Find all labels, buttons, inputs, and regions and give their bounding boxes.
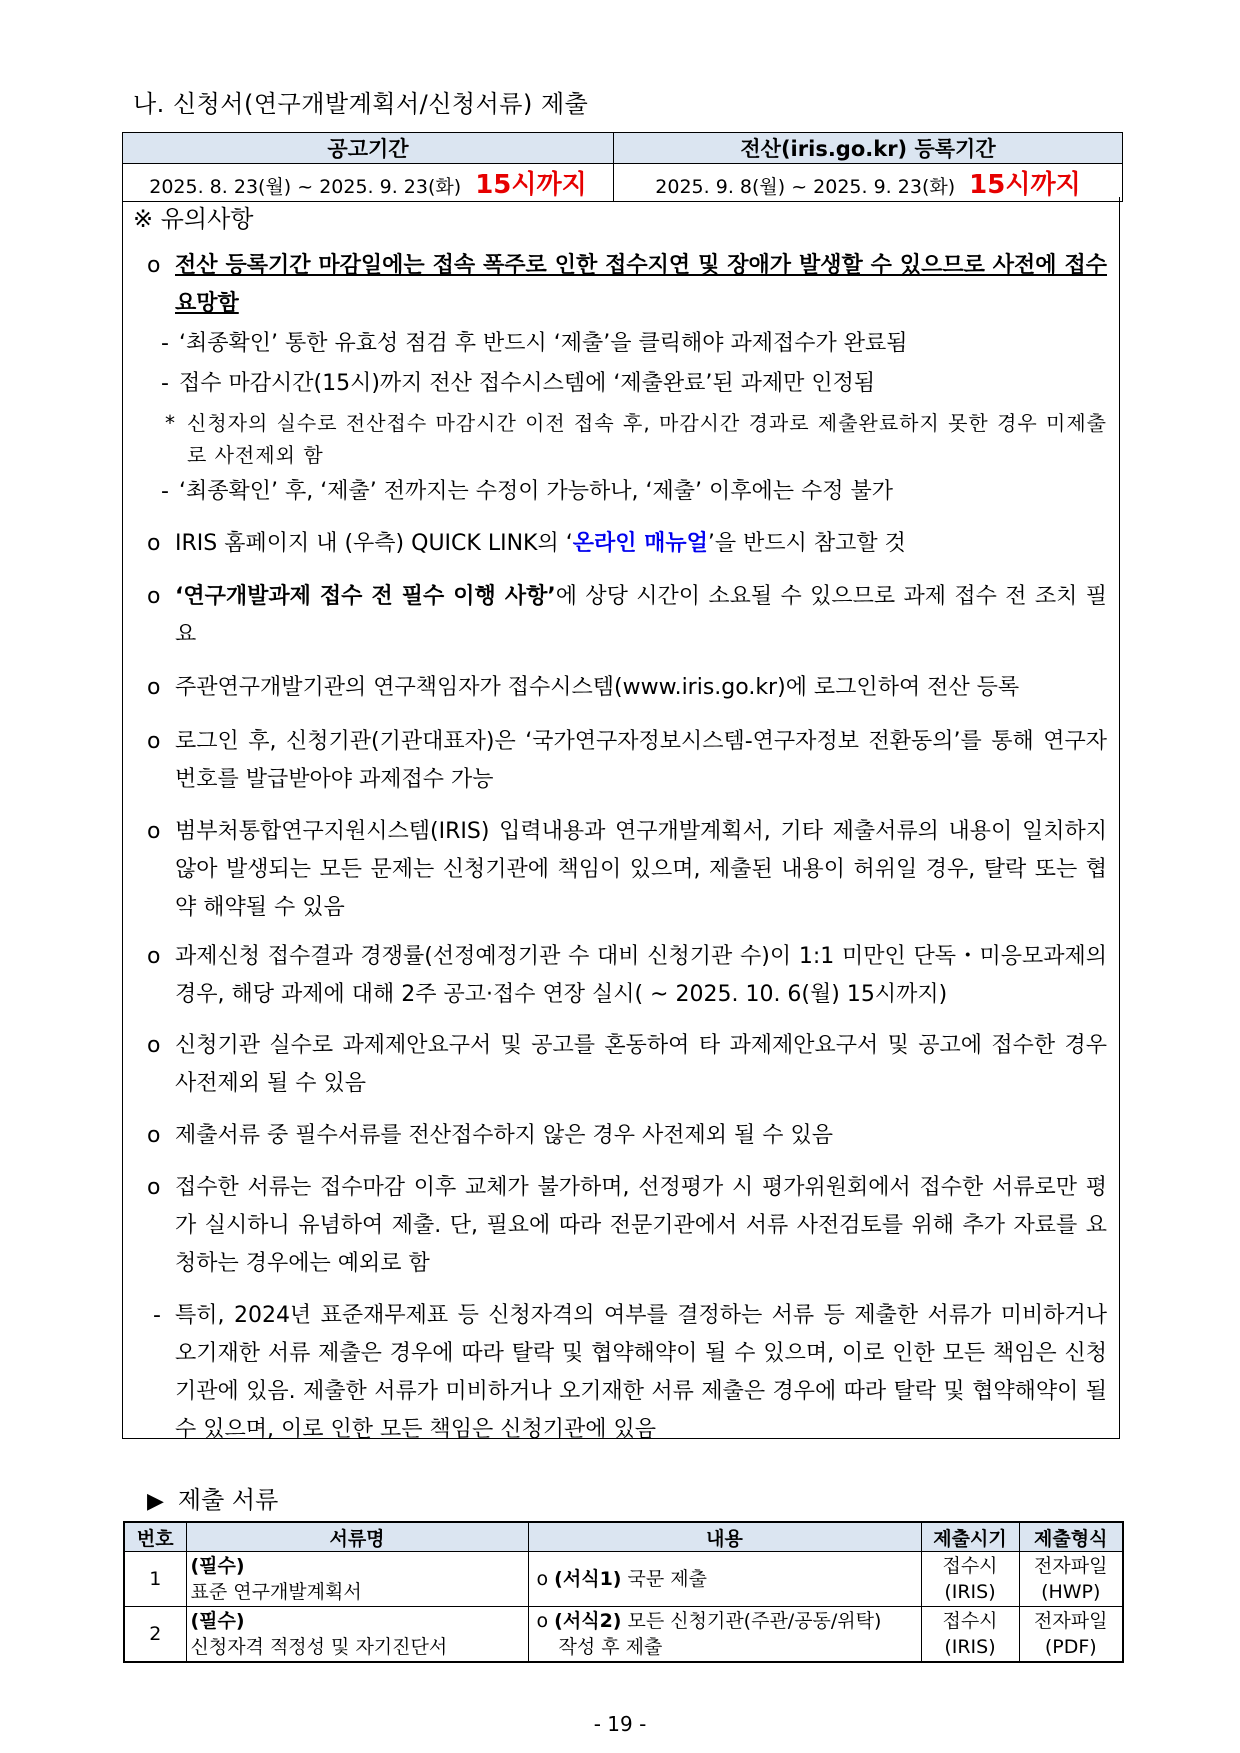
row-number: 2 [124,1607,186,1663]
bullet-o: o [147,1123,161,1148]
bullet-o: o [147,584,161,609]
notes-box [122,197,1120,1442]
doc-name-cell: (필수) 신청자격 적정성 및 자기진단서 [186,1607,528,1663]
registration-period: 2025. 9. 8(월) ~ 2025. 9. 23(화) [655,176,956,198]
row-number: 1 [124,1552,186,1607]
note-item-connection-delay: o 전산 등록기간 마감일에는 접속 폭주로 인한 접수지연 및 장애가 발생할 수 있으므로 사전에 접수 요망함 [147,247,1107,323]
doc-name-cell: (필수) 표준 연구개발계획서 [186,1552,528,1607]
page-number: - 19 - [593,1712,647,1736]
content-cell: o (서식2) 모든 신청기관(주관/공동/위탁) 작성 후 제출 [528,1607,921,1663]
col-doc-name: 서류명 [186,1522,528,1552]
note-dash-deadline: - 접수 마감시간(15시)까지 전산 접수시스템에 ‘제출완료’된 과제만 인정됨 [161,365,1107,403]
bullet-dash: - [161,371,169,396]
col-content: 내용 [528,1522,921,1552]
header-announce-period: 공고기간 [123,133,614,164]
note-item-researcher-number: o 로그인 후, 신청기관(기관대표자)은 ‘국가연구자정보시스템-연구자정보 전환동의’를 통해 연구자번호를 발급받아야 과제접수 가능 [147,723,1107,799]
announce-deadline: 15시까지 [475,170,587,200]
bullet-o: o [147,253,161,278]
bullet-o: o [147,819,161,844]
online-manual-link[interactable]: 온라인 매뉴얼 [572,531,708,556]
bullet-o: o [147,1033,161,1058]
announce-period-cell [123,164,614,202]
bullet-o: o [147,729,161,754]
section-title: 나. 신청서(연구개발계획서/신청서류) 제출 [133,90,589,118]
submit-time-cell: 접수시 (IRIS) [921,1552,1019,1607]
docs-title: ▶ 제출 서류 [147,1486,279,1514]
col-number: 번호 [124,1522,186,1552]
bullet-star: * [165,411,175,435]
submit-format-cell: 전자파일 (PDF) [1019,1607,1123,1663]
period-table [122,132,1123,202]
note-item-login: o 주관연구개발기관의 연구책임자가 접수시스템(www.iris.go.kr)에 로그인하여 전산 등록 [147,669,1107,707]
notes-heading: ※ 유의사항 [133,205,254,233]
registration-period-cell [614,164,1123,202]
note-item-manual: o IRIS 홈페이지 내 (우측) QUICK LINK의 ‘온라인 매뉴얼’을 반드시 참고할 것 [147,525,1107,563]
registration-deadline: 15시까지 [969,170,1081,200]
announce-period: 2025. 8. 23(월) ~ 2025. 9. 23(화) [149,176,462,198]
note-dash-final-check: - ‘최종확인’ 통한 유효성 점검 후 반드시 ‘제출’을 클릭해야 과제접수가 완료됨 [161,325,1107,363]
triangle-right-icon: ▶ [147,1489,164,1514]
submit-time-cell: 접수시 (IRIS) [921,1607,1019,1663]
note-item-competition: o 과제신청 접수결과 경쟁률(선정예정기관 수 대비 신청기관 수)이 1:1 미만인 단독・미응모과제의 경우, 해당 과제에 대해 2주 공고·접수 연장 실시( ~ 2025. 10. 6(월) 15시까지) [147,938,1107,1014]
content-cell: o (서식1) 국문 제출 [528,1552,921,1607]
note-item-required-docs: o 제출서류 중 필수서류를 전산접수하지 않은 경우 사전제외 될 수 있음 [147,1117,1107,1155]
note-star-mistake: * 신청자의 실수로 전산접수 마감시간 이전 접속 후, 마감시간 경과로 제출완료하지 못한 경우 미제출로 사전제외 함 [165,407,1107,471]
table-row [124,1552,1123,1607]
bullet-dash: - [161,479,169,504]
bullet-dash: - [161,331,169,356]
col-submit-time: 제출시기 [921,1522,1019,1552]
note-dash-edit: - ‘최종확인’ 후, ‘제출’ 전까지는 수정이 가능하나, ‘제출’ 이후에는 수정 불가 [161,473,1107,511]
note-item-confusion: o 신청기관 실수로 과제제안요구서 및 공고를 혼동하여 타 과제제안요구서 및 공고에 접수한 경우 사전제외 될 수 있음 [147,1027,1107,1103]
table-row [124,1607,1123,1663]
bullet-o: o [147,675,161,700]
bullet-o: o [147,944,161,969]
col-submit-format: 제출형식 [1019,1522,1123,1552]
note-item-no-replace: o 접수한 서류는 접수마감 이후 교체가 불가하며, 선정평가 시 평가위원회에서 접수한 서류로만 평가 실시하니 유념하여 제출. 단, 필요에 따라 전문기관에서 서류 사전검토를 위해 추가 자료를 요청하는 경우에는 예외로 함 [147,1169,1107,1283]
docs-table [123,1521,1124,1663]
note-item-iris-mismatch: o 범부처통합연구지원시스템(IRIS) 입력내용과 연구개발계획서, 기타 제출서류의 내용이 일치하지 않아 발생되는 모든 문제는 신청기관에 책임이 있으며, 제출된 내용이 허위일 경우, 탈락 또는 협약 해약될 수 있음 [147,813,1107,927]
note-dash-financial: - 특히, 2024년 표준재무제표 등 신청자격의 여부를 결정하는 서류 등 제출한 서류가 미비하거나 오기재한 서류 제출은 경우에 따라 탈락 및 협약해약이 될 수 있으며, 이로 인한 모든 책임은 신청기관에 있음. 제출한 서류가 미비하거나 오기재한 서류 제출은 경우에 따라 탈락 및 협약해약이 될 수 있으며, 이로 인한 모든 책임은 신청기관에 있음 [153,1297,1107,1449]
submit-format-cell: 전자파일 (HWP) [1019,1552,1123,1607]
note-item-prerequisite: o ‘연구개발과제 접수 전 필수 이행 사항’에 상당 시간이 소요될 수 있으므로 과제 접수 전 조치 필요 [147,578,1107,654]
header-registration-period: 전산(iris.go.kr) 등록기간 [614,133,1123,164]
bullet-dash: - [153,1303,161,1328]
bullet-o: o [147,1175,161,1200]
docs-header-row [124,1522,1123,1552]
bullet-o: o [147,531,161,556]
